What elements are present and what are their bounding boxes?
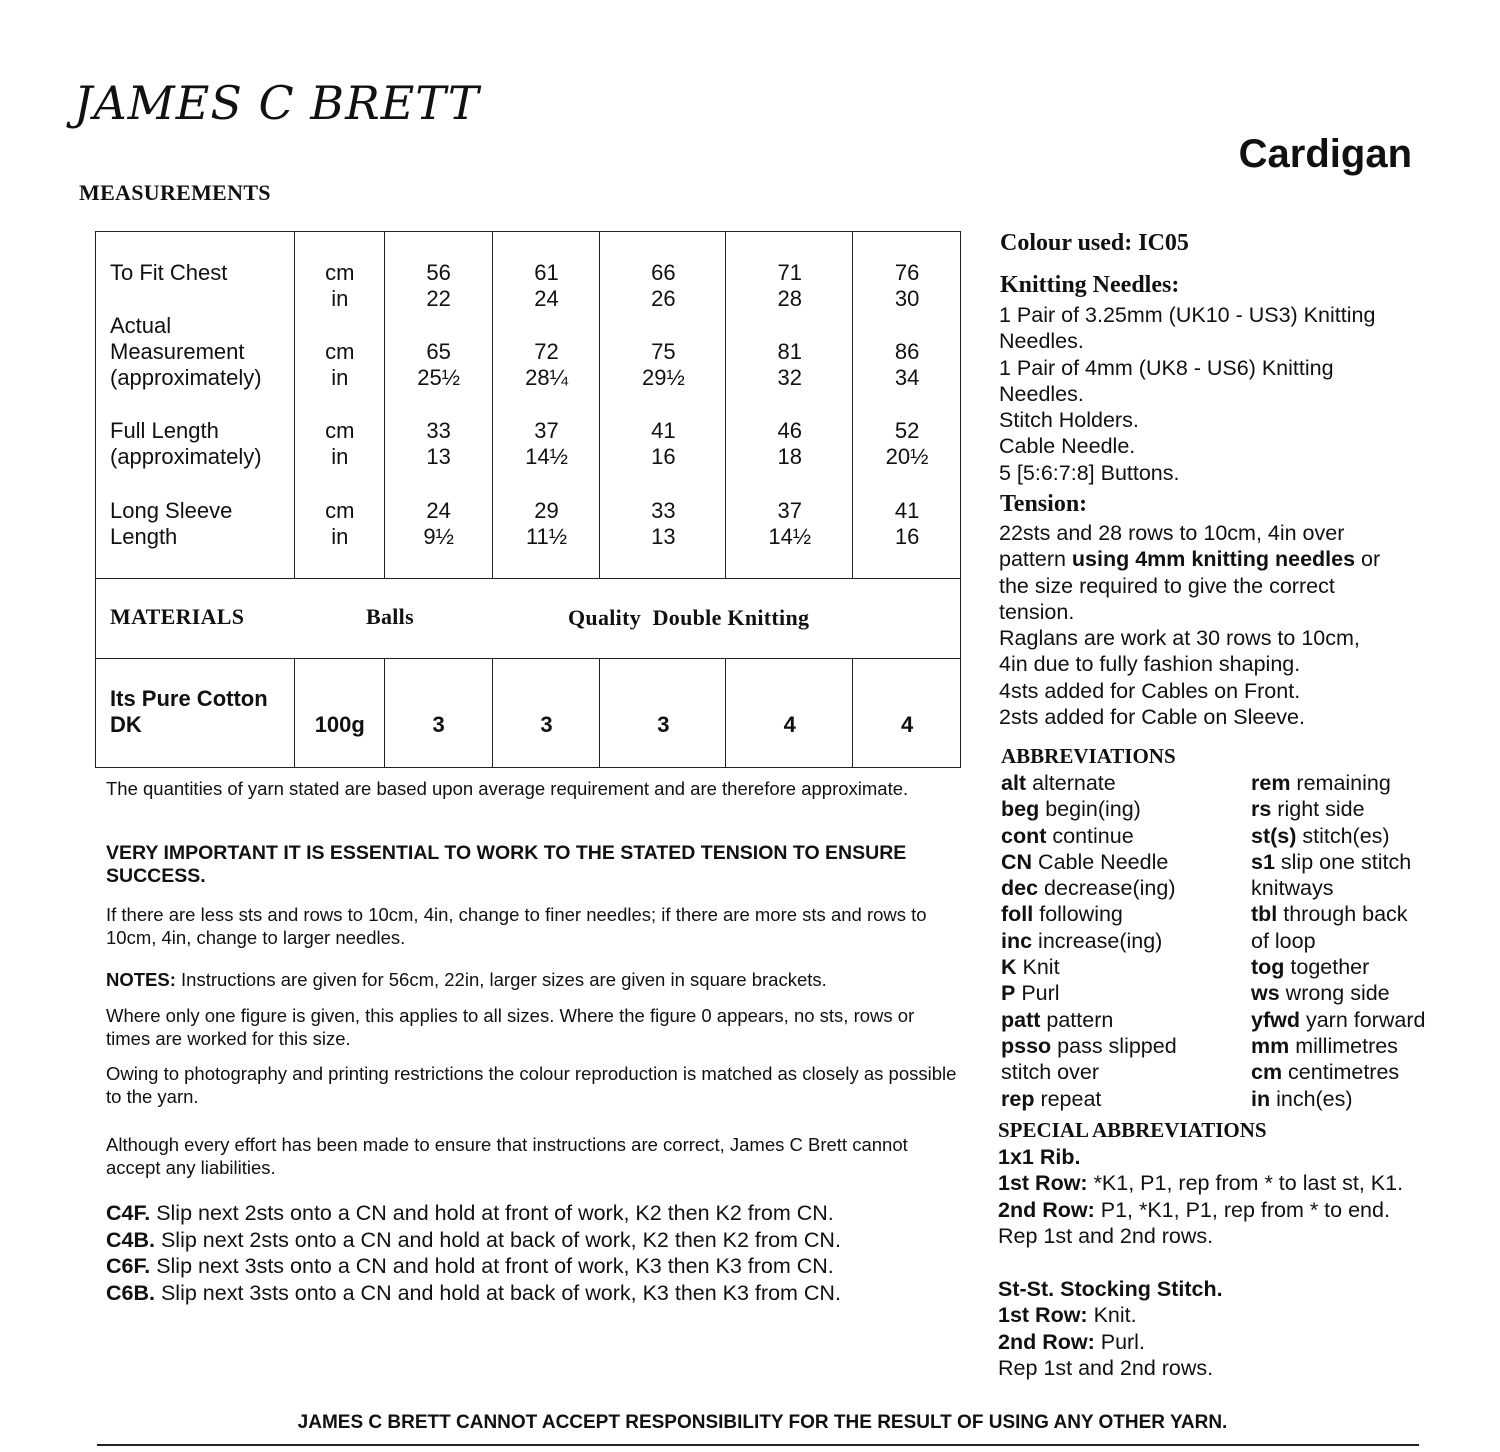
abbr-item [1001,796,1177,822]
rib-row [998,1197,1403,1223]
row-text: P1, *K1, P1, rep from * to end. [1094,1197,1390,1222]
quality-label: Quality Double Knitting [568,605,810,630]
cable-text: Slip next 2sts onto a CN and hold at back of work, K2 then K2 from CN. [154,1227,841,1252]
cable-text: Slip next 2sts onto a CN and hold at front of work, K2 then K2 from CN. [150,1201,834,1225]
cable-code: C4B. [106,1227,155,1252]
measurements-row [96,232,961,579]
ball-count: 3 [657,712,670,737]
size-value: 20½ [885,444,929,469]
abbr-key: s1 [1251,849,1275,874]
row-label: Actual [110,313,172,338]
ball-count-cell [492,659,600,768]
size-value: 11½ [525,524,568,549]
abbreviations-heading: ABBREVIATIONS [1001,744,1176,768]
size-value: 86 [894,339,920,364]
size-value: 75 [651,339,676,364]
abbr-item [1001,823,1177,849]
abbr-key: foll [1001,902,1034,927]
abbr-value: millimetres [1289,1033,1398,1058]
abbr-value: remaining [1290,771,1391,795]
cable-code: C4F. [106,1201,151,1225]
abbr-key: beg [1001,797,1040,822]
abbr-item [1251,1033,1425,1059]
abbr-key: tbl [1251,902,1278,927]
abbr-key: rep [1001,1086,1035,1111]
size-value: 22 [426,286,451,311]
special-abbreviations-heading: SPECIAL ABBREVIATIONS [998,1118,1267,1142]
tension-line: 2sts added for Cable on Sleeve. [999,705,1305,730]
tension-text-part: pattern [999,547,1072,572]
abbr-item [1251,901,1425,927]
yarn-name: DK [110,712,142,737]
size-value: 34 [894,365,920,390]
size-value: 13 [651,524,676,549]
abbr-item [1251,1059,1425,1085]
tension-text [999,520,1380,730]
size-value: 29 [534,498,559,523]
abbr-key: alt [1001,771,1027,795]
abbr-value: knitways [1251,876,1334,901]
abbr-value: inch(es) [1270,1086,1353,1111]
size-value: 41 [651,418,676,443]
cable-definition [106,1280,841,1307]
needles-line: Cable Needle. [999,434,1136,459]
stocking-stitch-instructions [998,1276,1223,1381]
abbr-value: Knit [1016,955,1060,980]
abbr-item [1251,796,1425,822]
cable-definition [106,1200,834,1227]
abbr-item [1001,954,1177,980]
abbr-item [1001,980,1177,1006]
size-value: 14½ [525,444,568,469]
needles-line: 1 Pair of 3.25mm (UK10 - US3) Knitting [999,303,1376,327]
needles-line: 5 [5:6:7:8] Buttons. [999,460,1180,485]
abbr-item [1251,849,1425,875]
row-label: 2nd Row: [998,1329,1095,1354]
materials-heading: MATERIALS [110,604,245,629]
ball-count-cell [853,659,961,768]
yarn-cell [96,659,295,768]
ball-count-cell [384,659,492,768]
needles-heading: Knitting Needles: [1000,272,1180,298]
size-value: 52 [894,418,920,443]
abbr-value: stitch over [1001,1060,1099,1085]
st-row [998,1329,1223,1355]
rib-instructions [998,1144,1403,1249]
size-value: 16 [651,444,676,469]
label-cell [96,232,295,579]
cable-code: C6F. [106,1254,151,1278]
size-value: 26 [651,286,676,311]
units-cell [294,232,384,579]
st-repeat: Rep 1st and 2nd rows. [998,1355,1214,1380]
row-text: Purl. [1094,1329,1145,1354]
size-value: 56 [426,260,451,285]
size-column [726,232,853,579]
stocking-stitch-title: St-St. Stocking Stitch. [998,1277,1223,1301]
size-value: 13 [426,444,451,469]
notes-label: NOTES: [106,969,176,990]
abbr-key: ws [1251,981,1280,1006]
size-value: 32 [777,365,802,390]
unit-label: cm [325,418,355,443]
size-value: 33 [426,418,451,443]
abbr-key: in [1251,1086,1271,1111]
size-column [492,232,600,579]
tension-note: If there are less sts and rows to 10cm, 4in, change to finer needles; if there are more sts and rows to 10cm, 4in, change to larger needles. [106,904,927,948]
quantities-note: The quantities of yarn stated are based upon average requirement and are therefore approximate. [106,778,909,799]
tension-line: tension. [999,599,1075,624]
tension-line: the size required to give the correct [999,573,1335,598]
abbr-value: repeat [1034,1086,1102,1111]
footer-divider [97,1444,1419,1446]
tension-needle-emphasis: using 4mm knitting needles [1071,547,1356,572]
cable-definition [106,1227,841,1254]
abbr-item [1251,875,1425,901]
tension-line [999,546,1380,572]
abbr-value: centimetres [1282,1060,1400,1085]
size-value: 28¼ [525,365,568,390]
unit-label: cm [325,498,355,523]
colour-note: Owing to photography and printing restrictions the colour reproduction is matched as closely as possible to the yarn. [106,1063,957,1107]
materials-header-row [96,579,961,659]
balls-label: Balls [366,604,414,629]
abbr-value: pattern [1040,1007,1114,1032]
size-value: 71 [777,260,802,285]
size-value: 65 [426,339,451,364]
ball-count-cell [726,659,853,768]
weight-cell [294,659,384,768]
row-label: 2nd Row: [998,1197,1095,1222]
ball-weight: 100g [314,712,365,737]
yarn-name: Its Pure Cotton [110,686,268,711]
abbr-value: following [1033,902,1123,927]
abbr-item [1001,875,1177,901]
materials-row [96,659,961,768]
ball-count: 3 [540,712,553,737]
ball-count: 3 [432,712,445,737]
footer-disclaimer: JAMES C BRETT CANNOT ACCEPT RESPONSIBILITY FOR THE RESULT OF USING ANY OTHER YARN. [297,1412,1228,1433]
abbr-item [1001,1033,1177,1059]
size-column [853,232,961,579]
row-label: Length [110,524,178,549]
abbreviations-left [1001,770,1177,1112]
size-value: 14½ [768,524,812,549]
measurements-table [95,231,961,768]
measurements-heading: MEASUREMENTS [79,180,271,205]
abbr-value: pass slipped [1051,1033,1177,1058]
abbreviations-right [1251,770,1425,1112]
abbr-key: K [1001,955,1017,980]
row-label: (approximately) [110,444,262,469]
size-value: 81 [777,339,802,364]
size-column [384,232,492,579]
abbr-key: dec [1001,876,1039,901]
abbr-value: wrong side [1279,981,1390,1006]
size-value: 18 [777,444,802,469]
ball-count-cell [600,659,726,768]
size-value: 16 [894,524,920,549]
unit-label: in [331,286,349,311]
abbr-key: yfwd [1251,1007,1300,1032]
rib-repeat: Rep 1st and 2nd rows. [998,1223,1214,1248]
page-title: Cardigan [1238,132,1412,176]
row-label: Full Length [110,418,219,443]
cable-code: C6B. [106,1280,155,1305]
abbr-key: tog [1251,955,1285,980]
unit-label: in [331,444,349,469]
ball-count: 4 [900,712,914,737]
st-row [998,1302,1223,1328]
abbr-value: increase(ing) [1032,928,1163,953]
needles-line: Stitch Holders. [999,408,1139,433]
size-value: 72 [534,339,559,364]
one-figure-note: Where only one figure is given, this applies to all sizes. Where the figure 0 appears, no sts, rows or times are worked for this size. [106,1005,915,1049]
abbr-key: patt [1001,1007,1041,1032]
abbr-value: Purl [1015,981,1060,1006]
size-value: 76 [894,260,920,285]
liability-note: Although every effort has been made to ensure that instructions are correct, James C Brett cannot accept any liabilities. [106,1134,908,1178]
size-value: 28 [777,286,802,311]
unit-label: in [331,365,349,390]
size-value: 29½ [641,365,685,390]
abbr-item [1001,849,1177,875]
abbr-item [1251,980,1425,1006]
needles-line: 1 Pair of 4mm (UK8 - US6) Knitting [999,355,1334,380]
abbr-value: begin(ing) [1039,797,1141,822]
abbr-value: together [1284,955,1370,980]
row-label: 1st Row: [998,1303,1088,1328]
needles-line: Needles. [999,329,1084,354]
abbr-key: rem [1251,771,1291,795]
size-value: 61 [534,260,559,285]
row-label: Long Sleeve [110,498,233,523]
row-label: 1st Row: [998,1171,1088,1196]
cable-definition [106,1253,834,1280]
tension-line: 4in due to fully fashion shaping. [999,652,1301,677]
abbr-key: P [1001,981,1016,1006]
materials-header-cell [96,579,961,659]
size-value: 25½ [417,365,461,390]
row-text: *K1, P1, rep from * to last st, K1. [1087,1171,1404,1196]
row-text: Knit. [1087,1303,1137,1328]
unit-label: in [331,524,349,549]
size-value: 30 [894,286,920,311]
abbr-key: rs [1251,797,1272,822]
unit-label: cm [325,260,355,285]
abbr-key: cont [1001,823,1047,848]
abbr-key: mm [1251,1033,1290,1058]
size-value: 66 [651,260,676,285]
abbr-item [1251,954,1425,980]
size-value: 33 [651,498,676,523]
abbr-value: yarn forward [1299,1007,1426,1032]
abbr-item [1001,1059,1177,1085]
notes-text: Instructions are given for 56cm, 22in, larger sizes are given in square brackets. [175,969,827,990]
abbr-key: inc [1001,928,1033,953]
abbr-item [1001,928,1177,954]
brand-logo: JAMES C BRETT [74,76,480,130]
abbr-value: through back [1277,902,1408,927]
unit-label: cm [325,339,355,364]
abbr-key: CN [1001,849,1033,874]
abbr-item [1251,770,1425,796]
abbr-key: psso [1001,1033,1052,1058]
needles-list [999,302,1375,486]
rib-title: 1x1 Rib. [998,1145,1081,1169]
tension-text-part: or [1355,547,1381,572]
tension-line: 4sts added for Cables on Front. [999,678,1301,703]
abbr-item [1001,1007,1177,1033]
row-label: Measurement [110,339,245,364]
abbr-value: slip one stitch [1274,849,1412,874]
notes-paragraph [106,968,966,991]
rib-row [998,1170,1403,1196]
abbr-key: cm [1251,1060,1283,1085]
abbr-item [1001,1086,1177,1112]
colour-used: Colour used: IC05 [1000,230,1189,256]
size-value: 24 [534,286,559,311]
size-value: 37 [534,418,559,443]
row-label: To Fit Chest [110,260,228,285]
size-value: 24 [426,498,451,523]
size-value: 37 [777,498,802,523]
needles-line: Needles. [999,381,1084,406]
abbr-item [1001,901,1177,927]
abbr-value: decrease(ing) [1038,876,1176,901]
size-value: 46 [777,418,802,443]
abbr-item [1251,1086,1425,1112]
size-column [600,232,726,579]
abbr-value: of loop [1251,928,1316,953]
abbr-value: right side [1271,797,1365,822]
abbr-item [1251,928,1425,954]
abbr-value: continue [1046,823,1134,848]
tension-heading: Tension: [1000,491,1088,517]
row-label: (approximately) [110,365,262,390]
abbr-key: st(s) [1251,823,1297,848]
size-value: 41 [894,498,920,523]
abbr-item [1251,823,1425,849]
ball-count: 4 [783,712,796,737]
important-note: VERY IMPORTANT IT IS ESSENTIAL TO WORK TO THE STATED TENSION TO ENSURE SUCCESS. [106,842,907,887]
abbr-value: alternate [1026,771,1116,795]
cable-text: Slip next 3sts onto a CN and hold at front of work, K3 then K3 from CN. [150,1254,834,1278]
cable-text: Slip next 3sts onto a CN and hold at back of work, K3 then K3 from CN. [154,1280,841,1305]
abbr-item [1001,770,1177,796]
abbr-item [1251,1007,1425,1033]
tension-line: Raglans are work at 30 rows to 10cm, [999,626,1360,651]
size-value: 9½ [423,524,454,549]
abbr-value: Cable Needle [1032,849,1169,874]
abbr-value: stitch(es) [1296,823,1390,848]
tension-line: 22sts and 28 rows to 10cm, 4in over [999,521,1345,545]
